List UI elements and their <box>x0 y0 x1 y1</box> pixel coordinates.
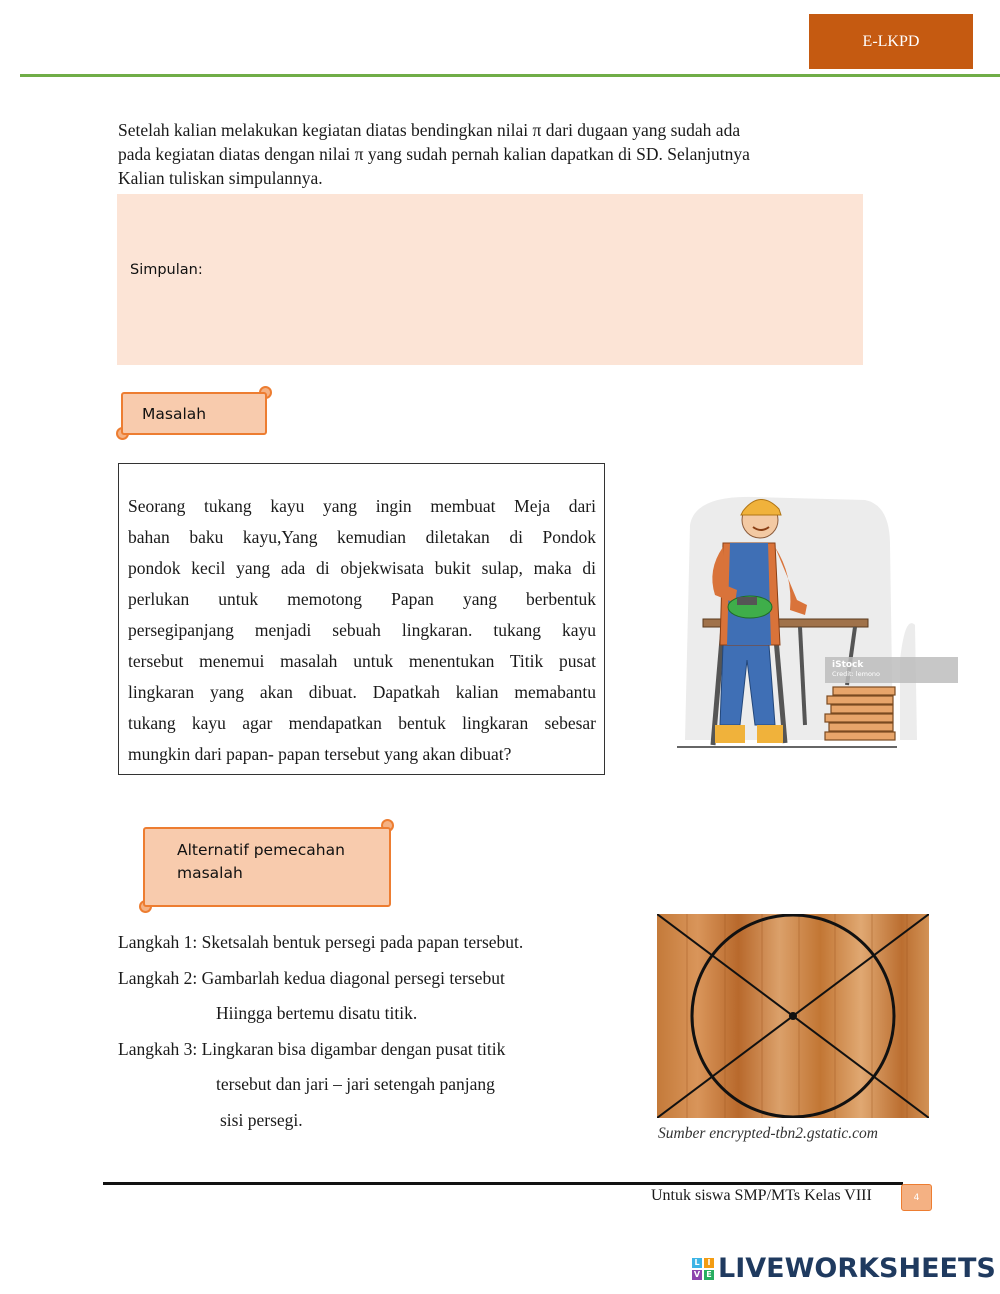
problem-heading: Masalah <box>121 392 267 435</box>
step-line: Hiingga bertemu disatu titik. <box>216 1003 418 1023</box>
step-line: Langkah 1: Sketsalah bentuk persegi pada papan tersebut. <box>118 932 524 952</box>
logo-letter: E <box>704 1270 714 1280</box>
problem-line: bahan baku kayu,Yang kemudian diletakan di Pondok <box>128 527 596 547</box>
step-line: tersebut dan jari – jari setengah panjang <box>216 1074 495 1094</box>
brand-name: LIVEWORKSHEETS <box>718 1253 996 1284</box>
problem-line: tukang kayu agar mendapatkan bentuk lingkaran sebesar <box>128 713 596 733</box>
problem-line: Seorang tukang kayu yang ingin membuat Meja dari <box>128 496 596 516</box>
problem-line: tersebut menemui masalah untuk menentukan Titik pusat <box>128 651 596 671</box>
footer-divider <box>103 1182 903 1185</box>
carpenter-illustration-svg <box>665 485 965 755</box>
logo-letter: I <box>704 1258 714 1268</box>
watermark-brand: iStock <box>832 660 864 670</box>
solution-heading-line: masalah <box>177 864 243 882</box>
wood-board-svg <box>657 914 929 1118</box>
problem-line: mungkin dari papan- papan tersebut yang akan dibuat? <box>128 744 512 764</box>
intro-line: Setelah kalian melakukan kegiatan diatas bendingkan nilai π dari dugaan yang sudah ada <box>118 120 741 140</box>
problem-line: perlukan untuk memotong Papan yang berbentuk <box>128 589 596 609</box>
logo-grid-icon <box>692 1258 714 1280</box>
page-number: 4 <box>901 1184 932 1211</box>
e-lkpd-badge: E-LKPD <box>809 14 973 69</box>
istock-watermark <box>832 660 880 678</box>
problem-line: lingkaran yang akan dibuat. Dapatkah kalian memabantu <box>128 682 596 702</box>
solution-steps <box>118 925 638 1138</box>
footer-text: Untuk siswa SMP/MTs Kelas VIII <box>651 1187 872 1204</box>
wood-board-image <box>657 914 929 1118</box>
header-divider <box>20 74 1000 77</box>
intro-line: pada kegiatan diatas dengan nilai π yang sudah pernah kalian dapatkan di SD. Selanjutnya <box>118 144 750 164</box>
intro-paragraph <box>118 118 863 190</box>
problem-heading-scroll <box>116 386 272 440</box>
problem-line: pondok kecil yang ada di objekwisata bukit sulap, maka di <box>128 558 596 578</box>
logo-letter: V <box>693 1269 701 1279</box>
intro-line: Kalian tuliskan simpulannya. <box>118 168 323 188</box>
watermark-credit: Credit: lemono <box>832 670 881 678</box>
problem-text-box <box>118 463 605 775</box>
solution-heading <box>143 827 391 907</box>
solution-heading-line: Alternatif pemecahan <box>177 841 345 859</box>
step-line: sisi persegi. <box>220 1109 303 1130</box>
logo-letter: L <box>692 1258 702 1268</box>
carpenter-illustration <box>665 485 965 755</box>
solution-heading-scroll <box>139 819 394 913</box>
conclusion-label: Simpulan: <box>130 262 203 278</box>
problem-line: persegipanjang menjadi sebuah lingkaran. tukang kayu <box>128 620 596 640</box>
step-line: Langkah 3: Lingkaran bisa digambar dengan pusat titik <box>118 1038 506 1059</box>
conclusion-panel[interactable] <box>117 194 863 365</box>
image-source-caption: Sumber encrypted-tbn2.gstatic.com <box>658 1125 878 1142</box>
liveworksheets-logo[interactable] <box>692 1253 996 1284</box>
step-line: Langkah 2: Gambarlah kedua diagonal persegi tersebut <box>118 967 505 988</box>
problem-text <box>128 491 596 770</box>
